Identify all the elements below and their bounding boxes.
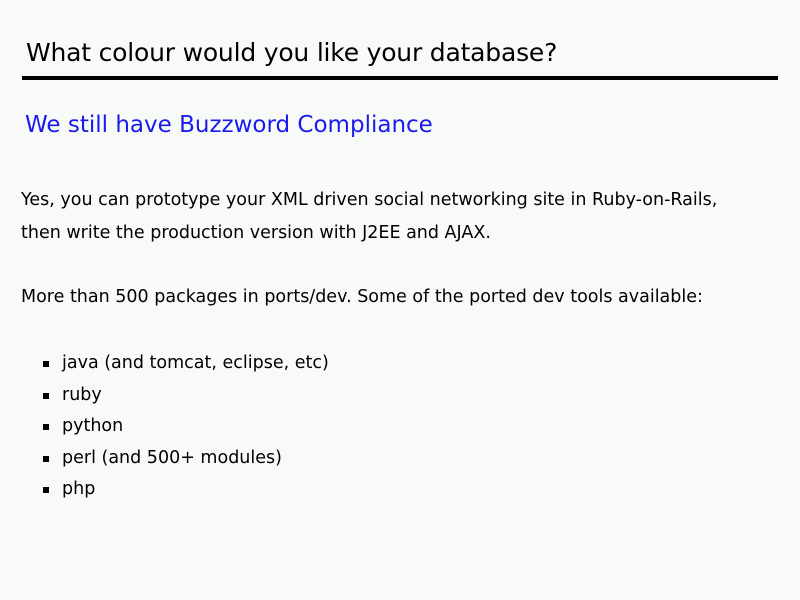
slide-subtitle: We still have Buzzword Compliance [25, 112, 433, 138]
page-title: What colour would you like your database? [26, 38, 558, 67]
list-item-label: python [62, 416, 124, 436]
square-bullet-icon [43, 456, 49, 462]
title-divider [22, 76, 778, 80]
list-item-label: java (and tomcat, eclipse, etc) [62, 353, 329, 373]
list-item [43, 348, 329, 380]
list-item-label: php [62, 479, 96, 499]
list-item-label: perl (and 500+ modules) [62, 447, 282, 468]
list-item [43, 411, 329, 443]
square-bullet-icon [43, 424, 49, 430]
list-item-label: ruby [62, 384, 102, 405]
list-item [43, 443, 329, 475]
list-item [43, 474, 329, 506]
body-paragraph-2: More than 500 packages in ports/dev. Some of the ported dev tools available: [21, 287, 703, 307]
square-bullet-icon [43, 393, 49, 399]
square-bullet-icon [43, 487, 49, 493]
list-item [43, 380, 329, 412]
body-paragraph-1: Yes, you can prototype your XML driven social networking site in Ruby-on-Rails, then write the production version with J2EE and AJAX. [21, 190, 718, 243]
tools-list [43, 348, 329, 506]
square-bullet-icon [43, 361, 49, 367]
